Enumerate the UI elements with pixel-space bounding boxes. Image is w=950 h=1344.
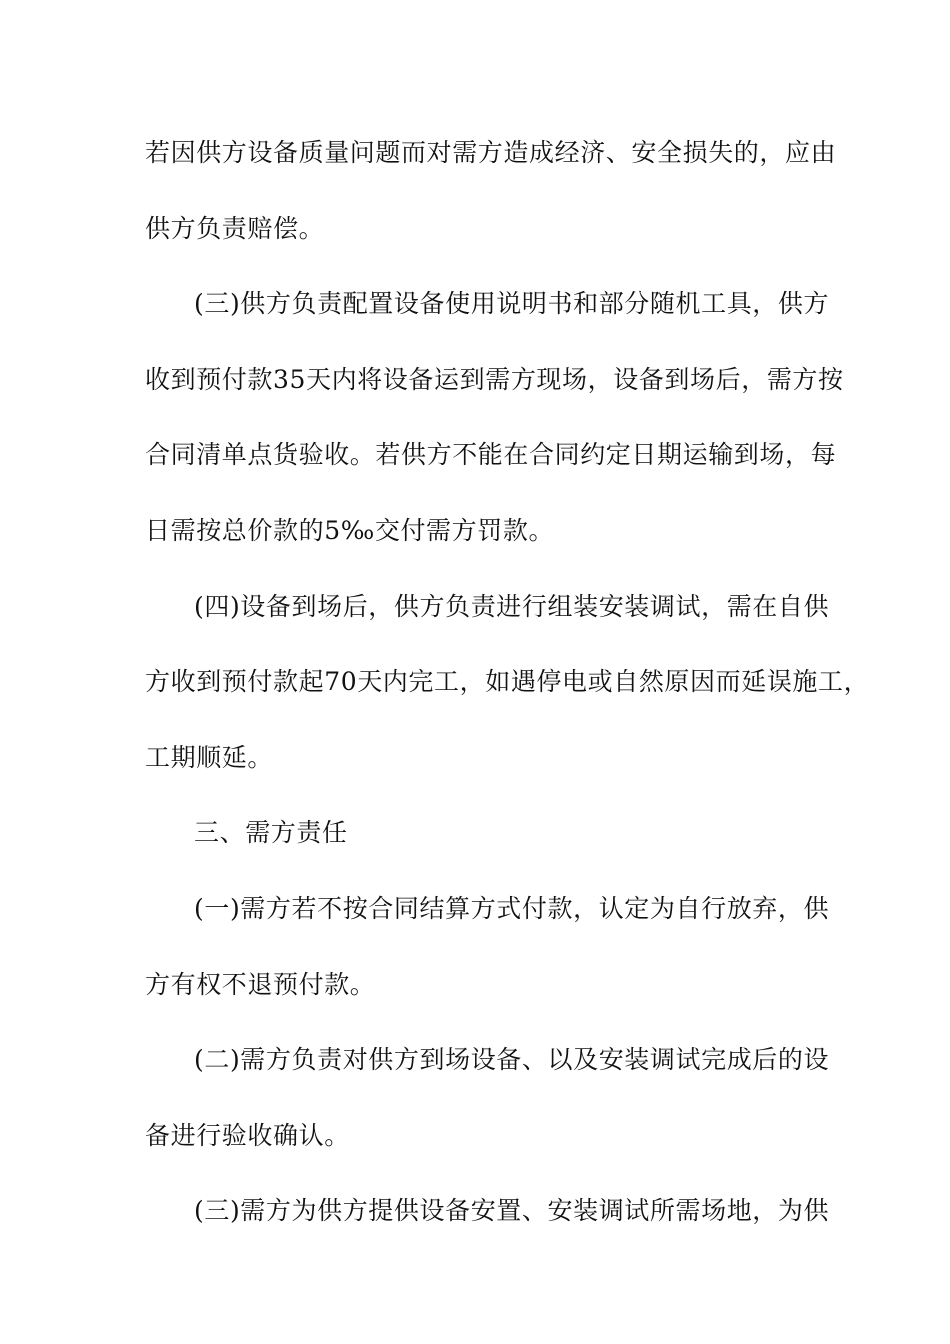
paragraph-start-line: (一)需方若不按合同结算方式付款，认定为自行放弃，供 [194,893,830,923]
section-heading: 三、需方责任 [194,818,348,848]
text-line: 收到预付款35天内将设备运到需方现场，设备到场后，需方按 [145,364,844,394]
text-line: 若因供方设备质量问题而对需方造成经济、安全损失的，应由 [145,138,837,167]
text-line: 方有权不退预付款。 [145,969,376,999]
text-line: 供方负责赔偿。 [145,213,325,243]
paragraph-start-line: (四)设备到场后，供方负责进行组装安装调试，需在自供 [194,591,830,621]
text-line: 备进行验收确认。 [145,1120,350,1150]
paragraph-start-line: (二)需方负责对供方到场设备、以及安装调试完成后的设 [194,1045,830,1075]
text-line: 方收到预付款起70天内完工，如遇停电或自然原因而延误施工， [145,667,870,697]
document-body [145,128,870,1262]
text-line: 工期顺延。 [145,742,274,772]
paragraph-start-line: (三)供方负责配置设备使用说明书和部分随机工具，供方 [194,289,830,319]
text-line: 日需按总价款的5‰交付需方罚款。 [145,515,555,545]
text-line: 合同清单点货验收。若供方不能在合同约定日期运输到场，每 [145,440,837,470]
paragraph-start-line: (三)需方为供方提供设备安置、安装调试所需场地，为供 [194,1196,830,1226]
